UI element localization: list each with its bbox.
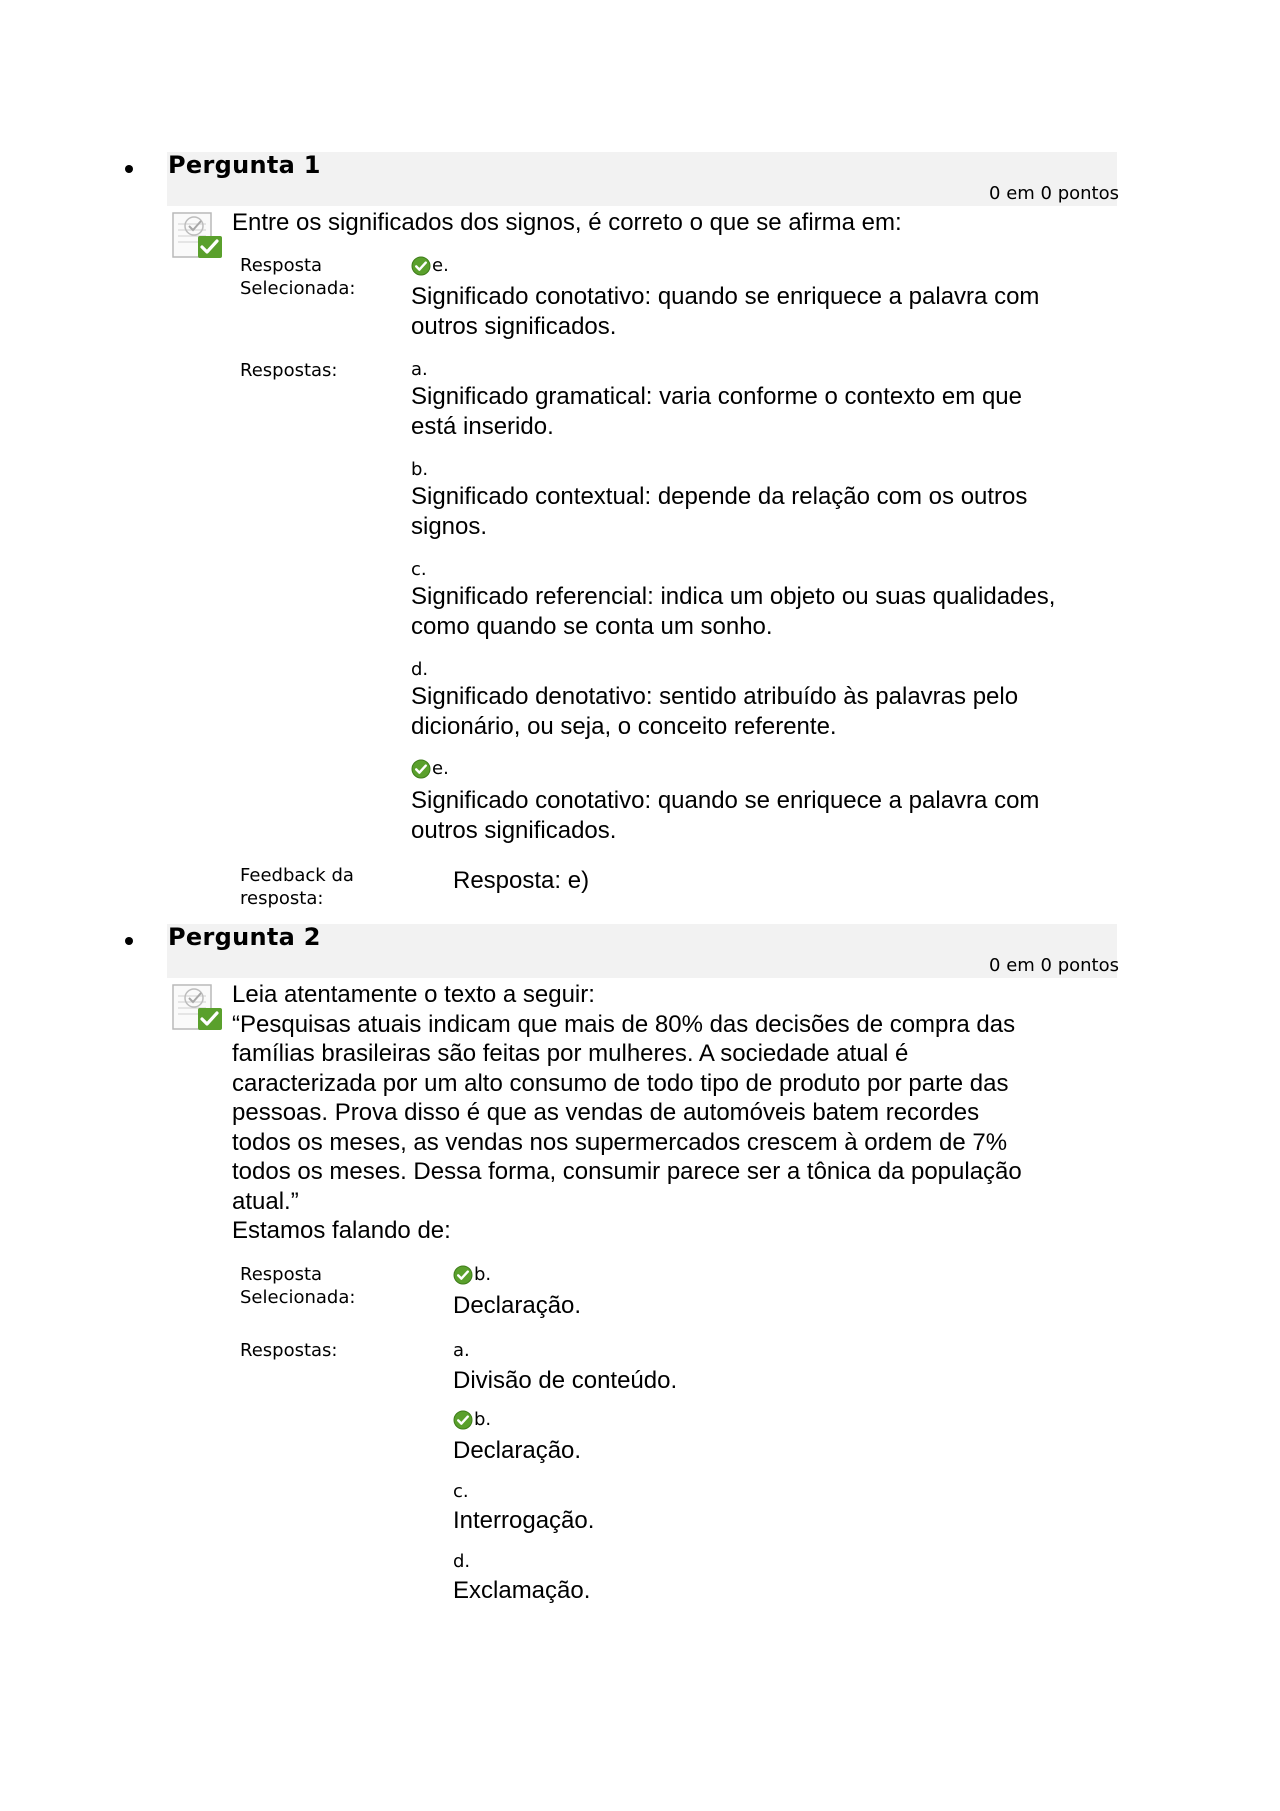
graded-question-check-icon — [170, 980, 224, 1034]
question-header — [125, 924, 1119, 978]
option-letter: e. — [432, 758, 449, 779]
question-points: 0 em 0 pontos — [989, 183, 1119, 204]
correct-check-icon — [411, 256, 431, 276]
selected-answer-text: Declaração. — [453, 1292, 582, 1319]
feedback-text: Resposta: e) — [453, 867, 590, 894]
option-text: Significado gramatical: varia conforme o contexto em que está inserido. — [411, 383, 1022, 440]
prompt-line: Estamos falando de: — [232, 1217, 451, 1244]
bullet-icon — [125, 165, 133, 173]
selected-answer-letter — [453, 1264, 491, 1285]
question-block — [125, 923, 1119, 1604]
correct-check-icon — [453, 1265, 473, 1285]
option-letter: d. — [453, 1551, 471, 1572]
option-letter: e. — [432, 255, 449, 276]
prompt-line: Leia atentamente o texto a seguir: — [232, 981, 595, 1008]
option-letter: a. — [411, 359, 428, 380]
bullet-icon — [125, 937, 133, 945]
selected-answer-text: Significado conotativo: quando se enriquece a palavra com outros significados. — [411, 283, 1040, 340]
option-letter: c. — [453, 1481, 469, 1502]
option-text: Divisão de conteúdo. — [453, 1367, 678, 1394]
option-letter: b. — [474, 1409, 492, 1430]
answers-label: Respostas: — [240, 360, 338, 381]
correct-option-letter — [411, 758, 449, 779]
question-title: Pergunta 1 — [168, 151, 321, 179]
answers-label: Respostas: — [240, 1340, 338, 1361]
option-text: Significado referencial: indica um objeto ou suas qualidades, como quando se conta um sonho. — [411, 583, 1056, 640]
option-text: Significado contextual: depende da relação com os outros signos. — [411, 483, 1028, 540]
option-text: Significado denotativo: sentido atribuído às palavras pelo dicionário, ou seja, o conceito referente. — [411, 683, 1019, 740]
question-block — [125, 151, 1119, 909]
question-header — [125, 152, 1119, 206]
correct-option-letter — [453, 1409, 491, 1430]
option-letter: b. — [474, 1264, 492, 1285]
question-prompt — [232, 980, 1042, 1246]
selected-answer-label: Resposta Selecionada: — [240, 1264, 356, 1308]
correct-check-icon — [453, 1410, 473, 1430]
option-text: Exclamação. — [453, 1577, 591, 1604]
feedback-label: Feedback da resposta: — [240, 865, 354, 909]
selected-answer-letter — [411, 255, 449, 276]
option-text: Interrogação. — [453, 1507, 595, 1534]
question-prompt: Entre os significados dos signos, é correto o que se afirma em: — [232, 209, 902, 236]
graded-question-check-icon — [170, 208, 224, 262]
question-points: 0 em 0 pontos — [989, 955, 1119, 976]
correct-check-icon — [411, 759, 431, 779]
option-letter: c. — [411, 559, 427, 580]
option-letter: d. — [411, 659, 429, 680]
prompt-quote: “Pesquisas atuais indicam que mais de 80% das decisões de compra das famílias brasileiras são feitas por mulheres. A sociedade atual é caracterizada por um alto consumo de todo tipo de produto por parte das pessoas. Prova disso é que as vendas de automóveis batem recordes todos os meses, as vendas nos supermercados crescem à ordem de 7% todos os meses. Dessa forma, consumir parece ser a tônica da população atual.” — [232, 1010, 1022, 1215]
option-text: Declaração. — [453, 1437, 582, 1464]
option-text: Significado conotativo: quando se enriquece a palavra com outros significados. — [411, 787, 1040, 844]
selected-answer-label: Resposta Selecionada: — [240, 255, 356, 299]
option-letter: b. — [411, 459, 429, 480]
question-title: Pergunta 2 — [168, 923, 321, 951]
option-letter: a. — [453, 1340, 470, 1361]
